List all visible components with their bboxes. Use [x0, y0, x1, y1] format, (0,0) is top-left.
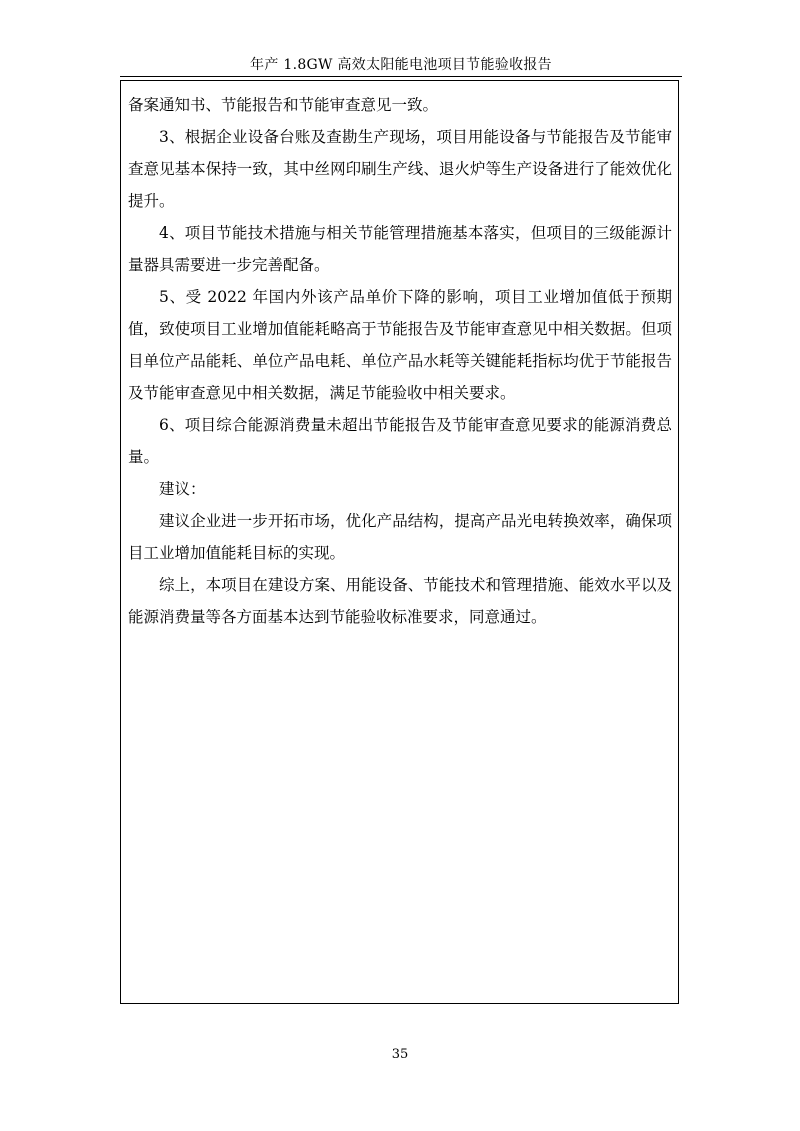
page-number: 35 [391, 1047, 409, 1062]
conclusion-text: 综上，本项目在建设方案、用能设备、节能技术和管理措施、能效水平以及能源消费量等各方面基本达到节能验收标准要求，同意通过。 [128, 576, 672, 626]
content-text [128, 89, 672, 633]
paragraph-item-3: 3、根据企业设备台账及查勘生产现场，项目用能设备与节能报告及节能审查意见基本保持一致，其中丝网印刷生产线、退火炉等生产设备进行了能效优化提升。 [128, 128, 672, 210]
page-header-title: 年产 1.8GW 高效太阳能电池项目节能验收报告 [250, 57, 552, 73]
header-rule [120, 76, 682, 77]
suggestion-heading: 建议： [159, 480, 206, 498]
paragraph-item-6: 6、项目综合能源消费量未超出节能报告及节能审查意见要求的能源消费总量。 [128, 416, 672, 466]
suggestion-text: 建议企业进一步开拓市场，优化产品结构，提高产品光电转换效率，确保项目工业增加值能耗目标的实现。 [128, 512, 672, 562]
paragraph-item-5: 5、受 2022 年国内外该产品单价下降的影响，项目工业增加值低于预期值，致使项目工业增加值能耗略高于节能报告及节能审查意见中相关数据。但项目单位产品能耗、单位产品电耗、单位产品水耗等关键能耗指标均优于节能报告及节能审查意见中相关数据，满足节能验收中相关要求。 [128, 288, 672, 402]
paragraph-continuation: 备案通知书、节能报告和节能审查意见一致。 [128, 96, 439, 114]
paragraph-item-4: 4、项目节能技术措施与相关节能管理措施基本落实，但项目的三级能源计量器具需要进一步完善配备。 [128, 224, 672, 274]
